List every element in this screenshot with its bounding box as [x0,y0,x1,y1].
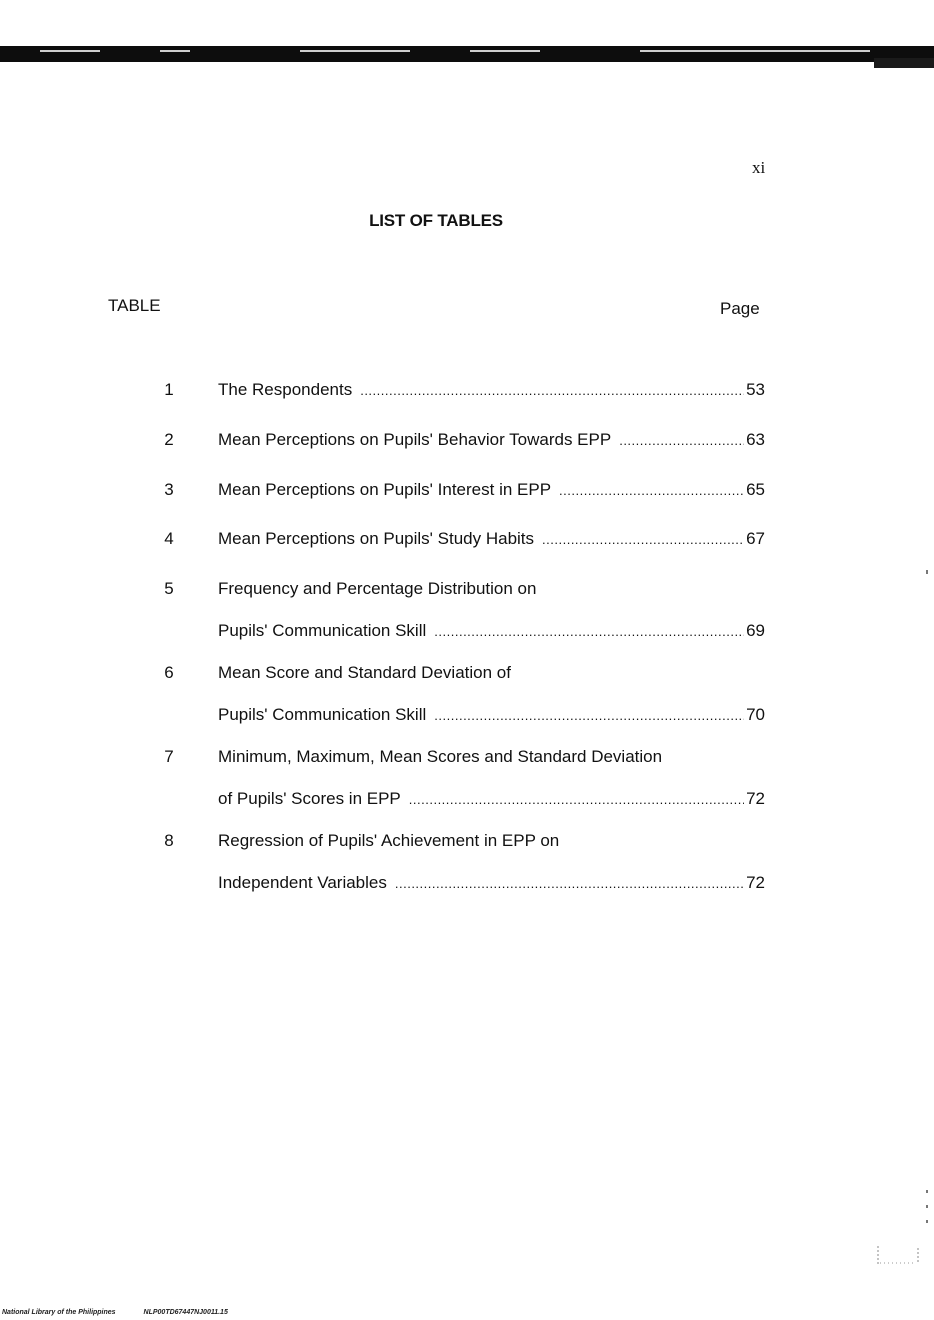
entry-number: 8 [164,831,174,850]
entry-title: Minimum, Maximum, Mean Scores and Standard Deviation [218,747,663,766]
page-number: xi [752,158,766,177]
toc-entry[interactable] [218,705,765,725]
entry-page: 72 [746,789,765,808]
entry-title-continued: Pupils' Communication Skill [218,705,427,724]
entry-number: 1 [164,380,174,399]
entry-number: 2 [164,430,174,449]
toc-entry-line[interactable] [218,579,765,599]
entry-title: Regression of Pupils' Achievement in EPP on [218,831,560,850]
scan-speck [470,50,540,52]
toc-entry[interactable] [218,873,765,893]
scan-speck [300,50,410,52]
entry-page: 63 [746,430,765,449]
entry-number: 7 [164,747,174,766]
entry-title-continued: Independent Variables [218,873,387,892]
footer-library: National Library of the Philippines [2,1309,116,1316]
entry-title: Mean Score and Standard Deviation of [218,663,511,682]
entry-page: 72 [746,873,765,892]
dot-leader [559,483,744,498]
entry-page: 69 [746,621,765,640]
scan-speck [160,50,190,52]
entry-number: 5 [164,579,174,598]
entry-page: 53 [746,380,765,399]
dot-leader [619,433,744,448]
dot-leader [434,624,744,639]
toc-entry[interactable] [218,430,765,450]
scan-noise [926,1190,928,1193]
scan-noise [926,1220,928,1223]
column-header-page: Page [720,299,760,318]
dot-leader [542,532,744,547]
scan-noise [926,1205,928,1208]
entry-title: Mean Perceptions on Pupils' Behavior Towards EPP [218,430,612,449]
toc-entry-line[interactable] [218,831,765,851]
dot-leader [360,383,744,398]
entry-title: Mean Perceptions on Pupils' Study Habits [218,529,535,548]
entry-title: The Respondents [218,380,353,399]
entry-page: 67 [746,529,765,548]
toc-entry[interactable] [218,789,765,809]
entry-title: Mean Perceptions on Pupils' Interest in EPP [218,480,552,499]
scan-stamp-mark [876,1244,921,1266]
page-title: LIST OF TABLES [369,211,503,230]
entry-number: 4 [164,529,174,548]
entry-number: 6 [164,663,174,682]
footer-code: NLP00TD67447NJ0011.15 [143,1309,228,1316]
toc-entry[interactable] [218,529,765,549]
toc-entry[interactable] [218,480,765,500]
dot-leader [409,792,744,807]
entry-title: Frequency and Percentage Distribution on [218,579,537,598]
footer-credit [2,1309,228,1316]
toc-entry-line[interactable] [218,663,765,683]
entry-title-continued: Pupils' Communication Skill [218,621,427,640]
toc-entry-line[interactable] [218,747,765,767]
entry-page: 70 [746,705,765,724]
column-header-table: TABLE [108,296,161,315]
scan-speck [640,50,870,52]
entry-page: 65 [746,480,765,499]
toc-entry[interactable] [218,380,765,400]
scan-stamp-icon [876,1244,921,1266]
scan-top-border [0,46,934,62]
scan-noise [926,570,928,574]
dot-leader [434,708,744,723]
scan-speck [40,50,100,52]
dot-leader [395,876,744,891]
scan-top-border-tail [874,58,934,68]
toc-entry[interactable] [218,621,765,641]
entry-number: 3 [164,480,174,499]
entry-title-continued: of Pupils' Scores in EPP [218,789,401,808]
